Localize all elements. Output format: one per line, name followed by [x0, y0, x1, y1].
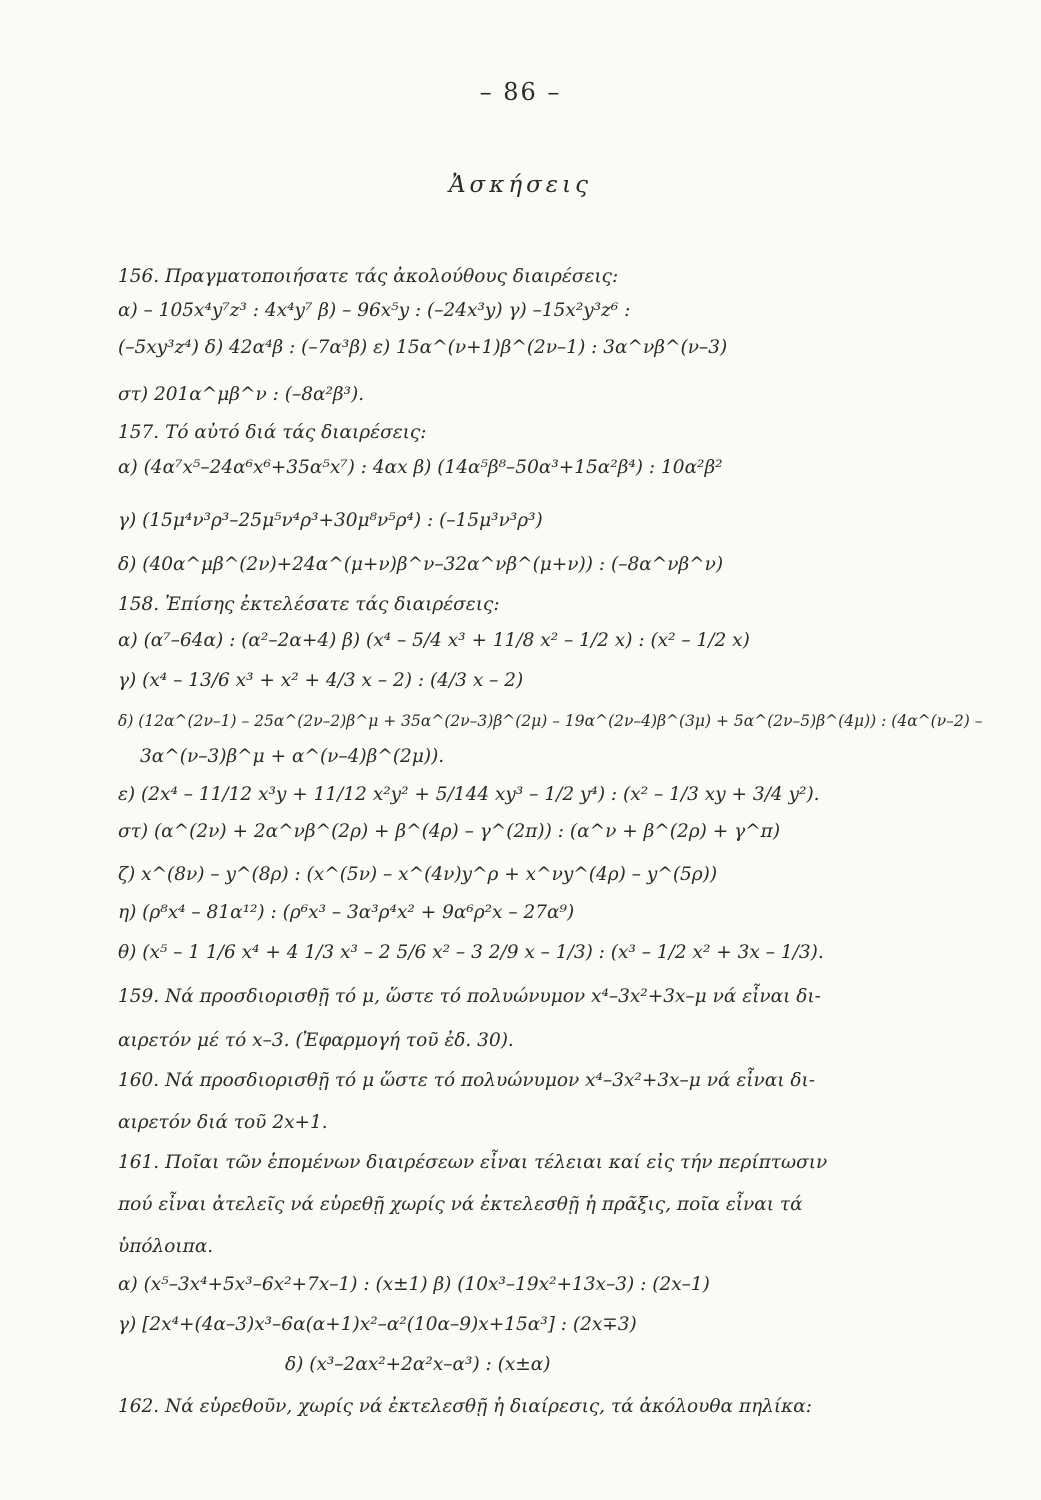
exercise-157-line-c: γ) (15μ⁴ν³ρ³–25μ⁵ν⁴ρ³+30μ⁸ν⁵ρ⁴) : (–15μ³ν³ρ³) [118, 510, 543, 531]
exercise-161-line-d: δ) (x³–2αx²+2α²x–α³) : (x±α) [285, 1354, 551, 1375]
exercise-162-heading: 162. Νά εὑρεθοῦν, χωρίς νά ἐκτελεσθῇ ἡ διαίρεσις, τά ἀκόλουθα πηλίκα: [118, 1396, 813, 1417]
exercise-157-line-a: α) (4α⁷x⁵–24α⁶x⁶+35α⁵x⁷) : 4αx β) (14α⁵β⁸–50α³+15α²β⁴) : 10α²β² [118, 457, 723, 478]
exercise-157-heading: 157. Τό αὐτό διά τάς διαιρέσεις: [118, 422, 427, 443]
exercise-161-line-3: ὑπόλοιπα. [118, 1236, 214, 1257]
exercise-158-line-e: ε) (2x⁴ – 11/12 x³y + 11/12 x²y² + 5/144 xy³ – 1/2 y⁴) : (x² – 1/3 xy + 3/4 y²). [118, 784, 820, 805]
page-number: – 86 – [479, 78, 562, 106]
exercise-161-line-c: γ) [2x⁴+(4α–3)x³–6α(α+1)x²–α²(10α–9)x+15α³] : (2x∓3) [118, 1314, 637, 1335]
section-title: Ἀσκήσεις [448, 172, 593, 198]
exercise-157-line-d: δ) (40α^μβ^(2ν)+24α^(μ+ν)β^ν–32α^νβ^(μ+ν)) : (–8α^νβ^ν) [118, 554, 724, 575]
exercise-161-line-1: 161. Ποῖαι τῶν ἑπομένων διαιρέσεων εἶναι τέλειαι καί εἰς τήν περίπτωσιν [118, 1152, 828, 1173]
exercise-158-line-th: θ) (x⁵ – 1 1/6 x⁴ + 4 1/3 x³ – 2 5/6 x² – 3 2/9 x – 1/3) : (x³ – 1/2 x² + 3x – 1/3). [118, 942, 824, 963]
exercise-160-line-2: αιρετόν διά τοῦ 2x+1. [118, 1112, 328, 1133]
exercise-158-line-d-cont: 3α^(ν–3)β^μ + α^(ν–4)β^(2μ)). [140, 746, 445, 767]
exercise-156-line-c: στ) 201α^μβ^ν : (–8α²β³). [118, 384, 365, 405]
exercise-158-line-c: γ) (x⁴ – 13/6 x³ + x² + 4/3 x – 2) : (4/3 x – 2) [118, 670, 524, 691]
exercise-159-line-2: αιρετόν μέ τό x–3. (Ἐφαρμογή τοῦ ἐδ. 30). [118, 1030, 514, 1051]
exercise-158-heading: 158. Ἐπίσης ἐκτελέσατε τάς διαιρέσεις: [118, 594, 500, 615]
exercise-159-line-1: 159. Νά προσδιορισθῇ τό μ, ὥστε τό πολυώνυμον x⁴–3x²+3x–μ νά εἶναι δι- [118, 986, 821, 1007]
exercise-156-line-b: (–5xy³z⁴) δ) 42α⁴β : (–7α³β) ε) 15α^(ν+1)β^(2ν–1) : 3α^νβ^(ν–3) [118, 337, 728, 358]
exercise-158-line-a: α) (α⁷–64α) : (α²–2α+4) β) (x⁴ – 5/4 x³ + 11/8 x² – 1/2 x) : (x² – 1/2 x) [118, 630, 750, 651]
exercise-158-line-h: η) (ρ⁸x⁴ – 81α¹²) : (ρ⁶x³ – 3α³ρ⁴x² + 9α⁶ρ²x – 27α⁹) [118, 902, 575, 923]
exercise-160-line-1: 160. Νά προσδιορισθῇ τό μ ὥστε τό πολυώνυμον x⁴–3x²+3x–μ νά εἶναι δι- [118, 1070, 816, 1091]
exercise-161-line-2: πού εἶναι ἀτελεῖς νά εὑρεθῇ χωρίς νά ἐκτελεσθῇ ἡ πρᾶξις, ποῖα εἶναι τά [118, 1194, 803, 1215]
exercise-161-line-a: α) (x⁵–3x⁴+5x³–6x²+7x–1) : (x±1) β) (10x³–19x²+13x–3) : (2x–1) [118, 1274, 710, 1295]
exercise-158-line-st: στ) (α^(2ν) + 2α^νβ^(2ρ) + β^(4ρ) – γ^(2π)) : (α^ν + β^(2ρ) + γ^π) [118, 821, 781, 842]
exercise-158-line-d: δ) (12α^(2ν–1) – 25α^(2ν–2)β^μ + 35α^(2ν–3)β^(2μ) – 19α^(2ν–4)β^(3μ) + 5α^(2ν–5)β^(4μ)) : (4α^(ν–2) – [118, 712, 983, 730]
exercise-158-line-z: ζ) x^(8ν) – y^(8ρ) : (x^(5ν) – x^(4ν)y^ρ + x^νy^(4ρ) – y^(5ρ)) [118, 864, 718, 885]
exercise-156-line-a: α) – 105x⁴y⁷z³ : 4x⁴y⁷ β) – 96x⁵y : (–24x³y) γ) –15x²y³z⁶ : [118, 300, 631, 321]
exercise-156-heading: 156. Πραγματοποιήσατε τάς ἀκολούθους διαιρέσεις: [118, 266, 619, 287]
